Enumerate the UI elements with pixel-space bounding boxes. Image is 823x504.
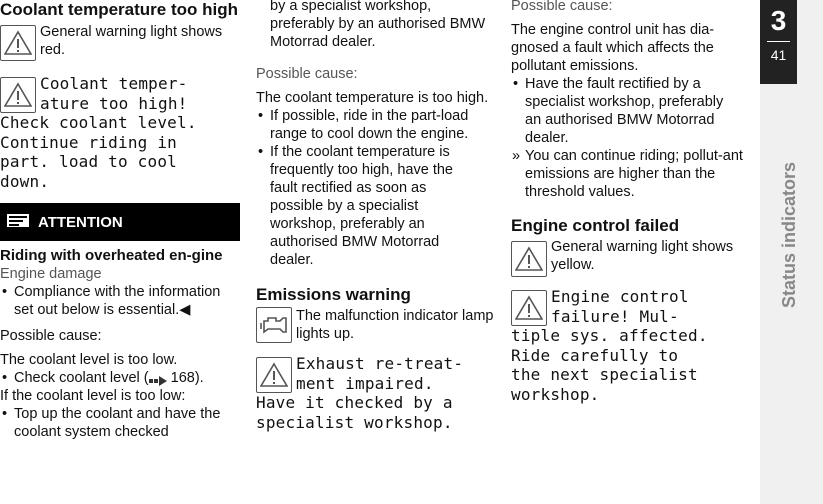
emissions-indicator-row <box>256 307 496 343</box>
risk-heading: Riding with overheated en-gine <box>0 247 223 264</box>
display-line: failure! Mul- <box>551 306 679 326</box>
display-line: workshop. <box>511 384 600 404</box>
attention-banner <box>0 203 240 241</box>
warning-triangle-icon <box>511 290 547 326</box>
display-line: ature too high! <box>40 93 188 113</box>
cause-text: The coolant level is too low. <box>0 352 178 368</box>
warning-triangle-icon <box>0 25 36 61</box>
cause-bullet <box>0 369 240 387</box>
warning-triangle-icon <box>511 241 547 277</box>
result-text: » You can continue riding; pollut-ant emissions are higher than the threshold values. <box>511 147 750 201</box>
hand-attention-icon <box>6 211 30 233</box>
column-3 <box>511 0 756 404</box>
cause-text: The engine control unit has dia-gnosed a fault which affects the pollutant emissions. <box>511 22 715 74</box>
display-line: Engine control <box>551 287 689 306</box>
display-message-coolant <box>0 74 240 191</box>
general-warning-text: General warning light shows yellow. <box>551 239 734 273</box>
display-line: tiple sys. affected. <box>511 326 708 345</box>
display-message-engine-control <box>511 287 756 404</box>
cause-bullet: • If possible, ride in the part-load range to cool down the engine. <box>256 107 496 143</box>
column-1 <box>0 0 240 441</box>
display-line: Ride carefully to <box>511 345 679 365</box>
engine-malfunction-icon <box>256 307 292 343</box>
cause-bullet-text: Check coolant level ( <box>14 370 149 386</box>
general-warning-row <box>0 22 240 61</box>
tab-divider <box>767 41 790 42</box>
display-line: ment impaired. <box>296 373 434 393</box>
cause-text: If the coolant level is too low: <box>0 388 186 404</box>
risk-bullet <box>0 283 240 319</box>
page-number: 41 <box>770 47 787 63</box>
section-label: Status indicators <box>779 161 799 308</box>
display-line: specialist workshop. <box>256 412 453 432</box>
display-line: Exhaust re-treat- <box>296 354 464 373</box>
chapter-tab <box>760 0 797 84</box>
end-marker: ◀ <box>179 302 191 318</box>
cause-bullet: • Have the fault rectified by a specialist workshop, preferably an authorised BMW Motorrad dealer. <box>511 75 740 147</box>
page-reference-arrow-icon[interactable] <box>149 373 167 383</box>
heading-engine-control-failed: Engine control failed <box>511 216 680 235</box>
heading-emissions-warning: Emissions warning <box>256 285 411 304</box>
cause-bullet: • Top up the coolant and have the coolant system checked <box>0 405 240 441</box>
display-line: Coolant temper- <box>40 74 188 93</box>
possible-cause-label: Possible cause: <box>0 328 102 344</box>
attention-label: ATTENTION <box>38 213 123 231</box>
warning-triangle-icon <box>256 357 292 393</box>
chapter-number: 3 <box>770 5 787 36</box>
column-2 <box>256 0 496 432</box>
risk-consequence: Engine damage <box>0 266 102 282</box>
display-line: down. <box>0 171 50 191</box>
warning-triangle-icon <box>0 77 36 113</box>
indicator-text: The malfunction indicator lamp lights up. <box>296 308 494 342</box>
display-line: the next specialist <box>511 365 698 384</box>
cause-bullet: • If the coolant temperature is frequently too high, have the fault rectified as soon as possible by a specialist workshop, preferably an authorised BMW Motorrad dealer. <box>256 143 466 269</box>
risk-bullet-text: Compliance with the information set out below is essential. <box>14 284 221 318</box>
possible-cause-label: Possible cause: <box>256 66 358 82</box>
display-line: Continue riding in <box>0 132 177 152</box>
display-line: part. load to cool <box>0 152 177 171</box>
display-line: Check coolant level. <box>0 113 197 132</box>
general-warning-row <box>511 238 756 277</box>
general-warning-text: General warning light shows red. <box>40 24 223 58</box>
page-reference[interactable]: 168). <box>170 370 204 386</box>
cause-text: The coolant temperature is too high. <box>256 90 489 106</box>
display-line: Have it checked by a <box>256 393 453 412</box>
continued-text: by a specialist workshop, preferably by an authorised BMW Motorrad dealer. <box>270 0 486 50</box>
heading-coolant-temp: Coolant temperature too high <box>0 0 238 19</box>
possible-cause-label: Possible cause: <box>511 0 613 14</box>
display-message-emissions <box>256 354 496 432</box>
